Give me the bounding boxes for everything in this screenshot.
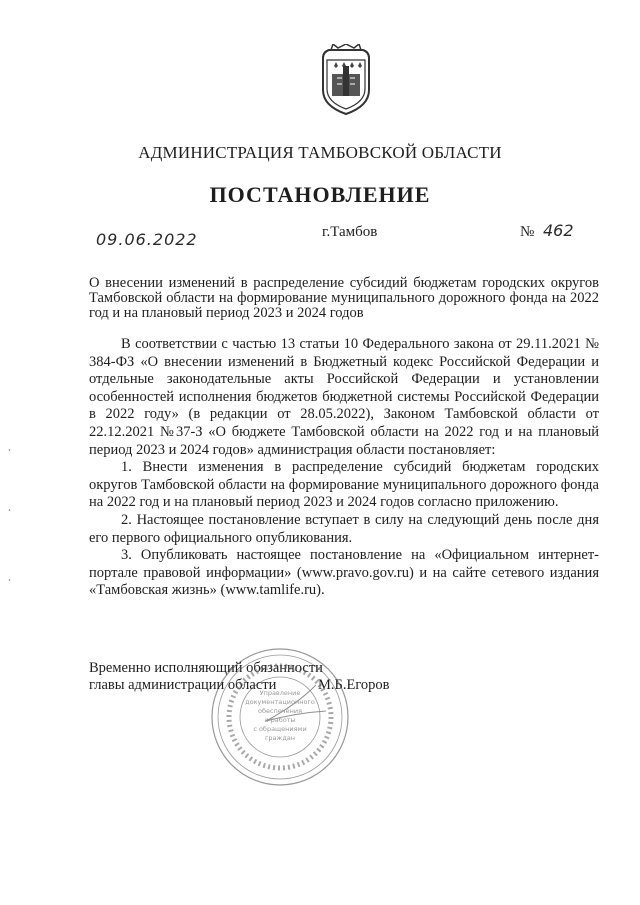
margin-marks: [8, 440, 11, 590]
seal-text-line: и работы: [264, 716, 296, 724]
document-date: 09.06.2022: [96, 230, 198, 249]
seal-text-line: граждан: [264, 734, 296, 742]
body-preamble: В соответствии с частью 13 статьи 10 Федерального закона от 29.11.2021 № 384-ФЗ «О внесении изменений в Бюджетный кодекс Российской Федерации и отдельные законодательные акты Российской Федерации и установлении особенностей исполнения бюджетов бюджетной системы Российской Федерации в 2022 году» (в редакции от 28.05.2022), Законом Тамбовской области от 22.12.2021 №37-З «О бюджете Тамбовской области на 2022 год и на плановый период 2023 и 2024 годов» администрация области постановляет:: [89, 336, 599, 458]
seal-text-line: Управление: [259, 689, 301, 697]
signature-position-line: Временно исполняющий обязанности: [89, 660, 323, 676]
seal-text-line: обеспечения: [257, 707, 303, 715]
signature-position-line: главы администрации области: [89, 677, 277, 693]
document-body: [89, 336, 599, 600]
body-item: 3. Опубликовать настоящее постановление на «Официальном интернет-портале правовой информации» (www.pravo.gov.ru) и на сайте сетевого издания «Тамбовская жизнь» (www.tamlife.ru).: [89, 547, 599, 599]
seal-text-line: документационного: [245, 698, 315, 706]
coat-of-arms-icon: [317, 44, 375, 116]
seal-text-line: с обращениями: [253, 725, 307, 733]
document-type-title: ПОСТАНОВЛЕНИЕ: [209, 182, 431, 207]
signer-name: М.Б.Егоров: [318, 677, 390, 693]
document-subject: О внесении изменений в распределение субсидий бюджетам городских округов Тамбовской области на формирование муниципального дорожного фонда на 2022 год и на плановый период 2023 и 2024 годов: [89, 275, 599, 321]
body-item: 1. Внести изменения в распределение субсидий бюджетам городских округов Тамбовской области на формирование муниципального дорожного фонда на 2022 год и на плановый период 2023 и 2024 годов согласно приложению.: [89, 459, 599, 511]
official-seal-icon: [208, 645, 352, 789]
document-number: 462: [543, 221, 574, 240]
document-number-label: №: [520, 224, 535, 240]
body-item: 2. Настоящее постановление вступает в силу на следующий день после дня его первого официального опубликования.: [89, 511, 599, 546]
organization-title: АДМИНИСТРАЦИЯ ТАМБОВСКОЙ ОБЛАСТИ: [138, 143, 502, 162]
document-city: г.Тамбов: [322, 224, 378, 240]
